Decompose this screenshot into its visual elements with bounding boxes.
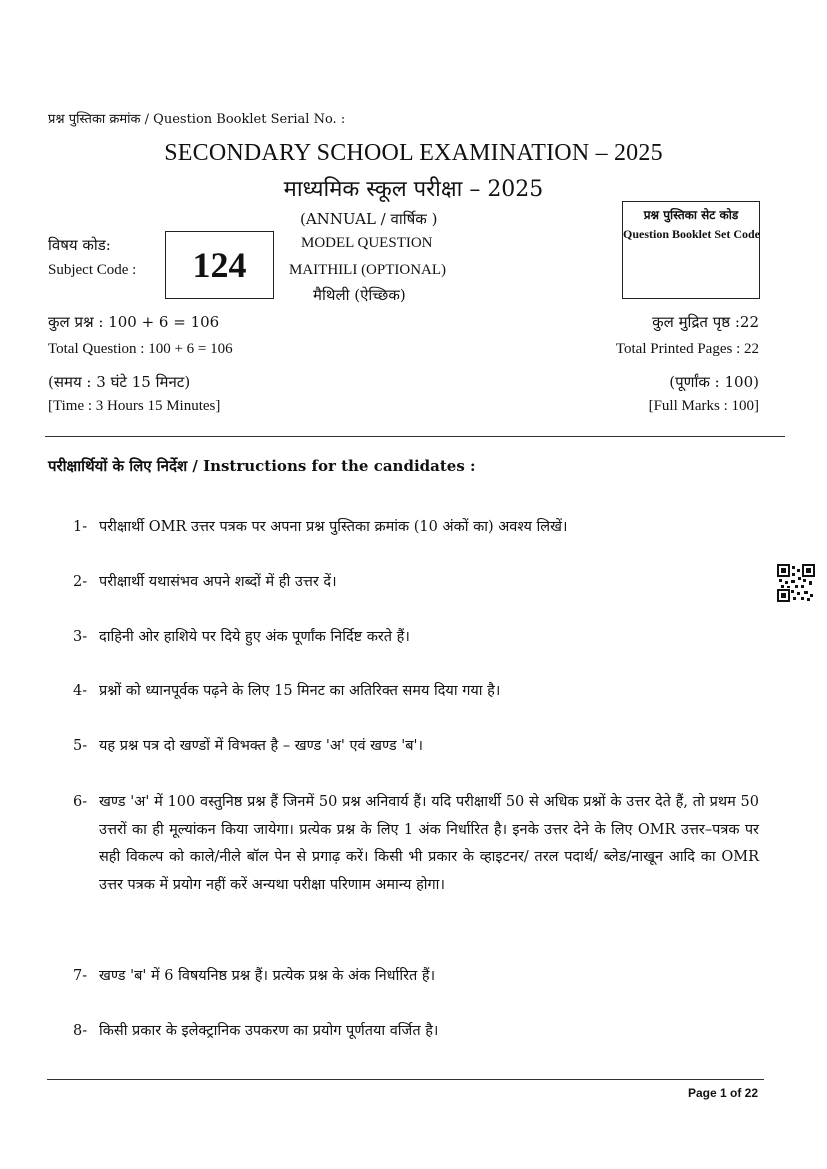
instruction-number: 2-	[73, 574, 88, 590]
instruction-text: किसी प्रकार के इलेक्ट्रानिक उपकरण का प्रयोग पूर्णतया वर्जित है।	[99, 1023, 439, 1039]
instruction-item	[73, 626, 410, 646]
instructions-heading: परीक्षार्थियों के लिए निर्देश / Instructions for the candidates :	[48, 457, 476, 475]
time-en: [Time : 3 Hours 15 Minutes]	[48, 398, 221, 414]
instruction-item	[73, 789, 759, 899]
model-question-label: MODEL QUESTION	[301, 235, 433, 251]
instruction-item	[73, 680, 500, 700]
instruction-text: प्रश्नों को ध्यानपूर्वक पढ़ने के लिए 15 मिनट का अतिरिक्त समय दिया गया है।	[99, 683, 501, 699]
qr-code-icon	[777, 564, 815, 602]
instruction-number: 8-	[73, 1023, 88, 1039]
subject-code-label-hi: विषय कोड:	[48, 236, 111, 254]
full-marks-hi: (पूर्णांक : 100)	[669, 373, 759, 391]
annual-label: (ANNUAL / वार्षिक )	[300, 210, 438, 228]
time-hi: (समय : 3 घंटे 15 मिनट)	[48, 373, 191, 391]
subject-code-box	[165, 231, 274, 299]
serial-number-label: प्रश्न पुस्तिका क्रमांक / Question Booklet Serial No. :	[48, 112, 346, 127]
instruction-text: खण्ड 'अ' में 100 वस्तुनिष्ठ प्रश्न हैं जिनमें 50 प्रश्न अनिवार्य हैं। यदि परीक्षार्थी 50 से अधिक प्रश्नों के उत्तर देते हैं, तो प्रथम 50 उत्तरों का ही मूल्यांकन किया जायेगा। प्रत्येक प्रश्न के लिए 1 अंक निर्धारित है। इनके उत्तर देने के लिए OMR उत्तर–पत्रक पर सही विकल्प को काले/नीले बॉल पेन से प्रगाढ़ करें। किसी भी प्रकार के व्हाइटनर/ तरल पदार्थ/ ब्लेड/नाखून आदि का OMR उत्तर पत्रक में प्रयोग नहीं करें अन्यथा परीक्षा परिणाम अमान्य होगा।	[99, 794, 759, 893]
instruction-number: 7-	[73, 968, 88, 984]
instruction-item	[73, 735, 423, 755]
instruction-number: 3-	[73, 629, 88, 645]
printed-pages-en: Total Printed Pages : 22	[615, 341, 759, 357]
set-code-label-en: Question Booklet Set Code	[623, 227, 761, 241]
instruction-text: खण्ड 'ब' में 6 विषयनिष्ठ प्रश्न हैं। प्रत्येक प्रश्न के अंक निर्धारित हैं।	[99, 968, 436, 984]
subject-name-en: MAITHILI (OPTIONAL)	[289, 262, 447, 278]
booklet-set-code-box	[622, 201, 760, 299]
subject-code-label-en: Subject Code :	[48, 262, 137, 278]
footer-divider	[47, 1079, 764, 1080]
total-questions-en: Total Question : 100 + 6 = 106	[48, 341, 233, 357]
instruction-text: परीक्षार्थी यथासंभव अपने शब्दों में ही उत्तर दें।	[99, 574, 337, 590]
instruction-text: यह प्रश्न पत्र दो खण्डों में विभक्त है – खण्ड 'अ' एवं खण्ड 'ब'।	[99, 738, 424, 754]
page-number: Page 1 of 22	[687, 1086, 758, 1100]
exam-title-en: SECONDARY SCHOOL EXAMINATION – 2025	[164, 140, 663, 166]
instruction-number: 6-	[73, 794, 88, 810]
total-questions-hi: कुल प्रश्न : 100 + 6 = 106	[48, 313, 220, 331]
instruction-text: दाहिनी ओर हाशिये पर दिये हुए अंक पूर्णांक निर्दिष्ट करते हैं।	[99, 629, 410, 645]
instruction-number: 4-	[73, 683, 88, 699]
instruction-item	[73, 1020, 438, 1040]
full-marks-en: [Full Marks : 100]	[648, 398, 759, 414]
instruction-item	[73, 965, 435, 985]
instruction-text: परीक्षार्थी OMR उत्तर पत्रक पर अपना प्रश्न पुस्तिका क्रमांक (10 अंकों का) अवश्य लिखें।	[99, 519, 568, 535]
set-code-label-hi: प्रश्न पुस्तिका सेट कोड	[643, 208, 739, 222]
divider	[45, 436, 785, 437]
instruction-item	[73, 571, 337, 591]
instruction-item	[73, 516, 568, 536]
printed-pages-hi: कुल मुद्रित पृष्ठ :22	[652, 313, 759, 331]
subject-code-value: 124	[192, 245, 247, 285]
instruction-number: 5-	[73, 738, 88, 754]
subject-name-hi: मैथिली (ऐच्छिक)	[313, 286, 406, 304]
instruction-number: 1-	[73, 519, 88, 535]
exam-title-hi: माध्यमिक स्कूल परीक्षा – 2025	[283, 177, 544, 202]
